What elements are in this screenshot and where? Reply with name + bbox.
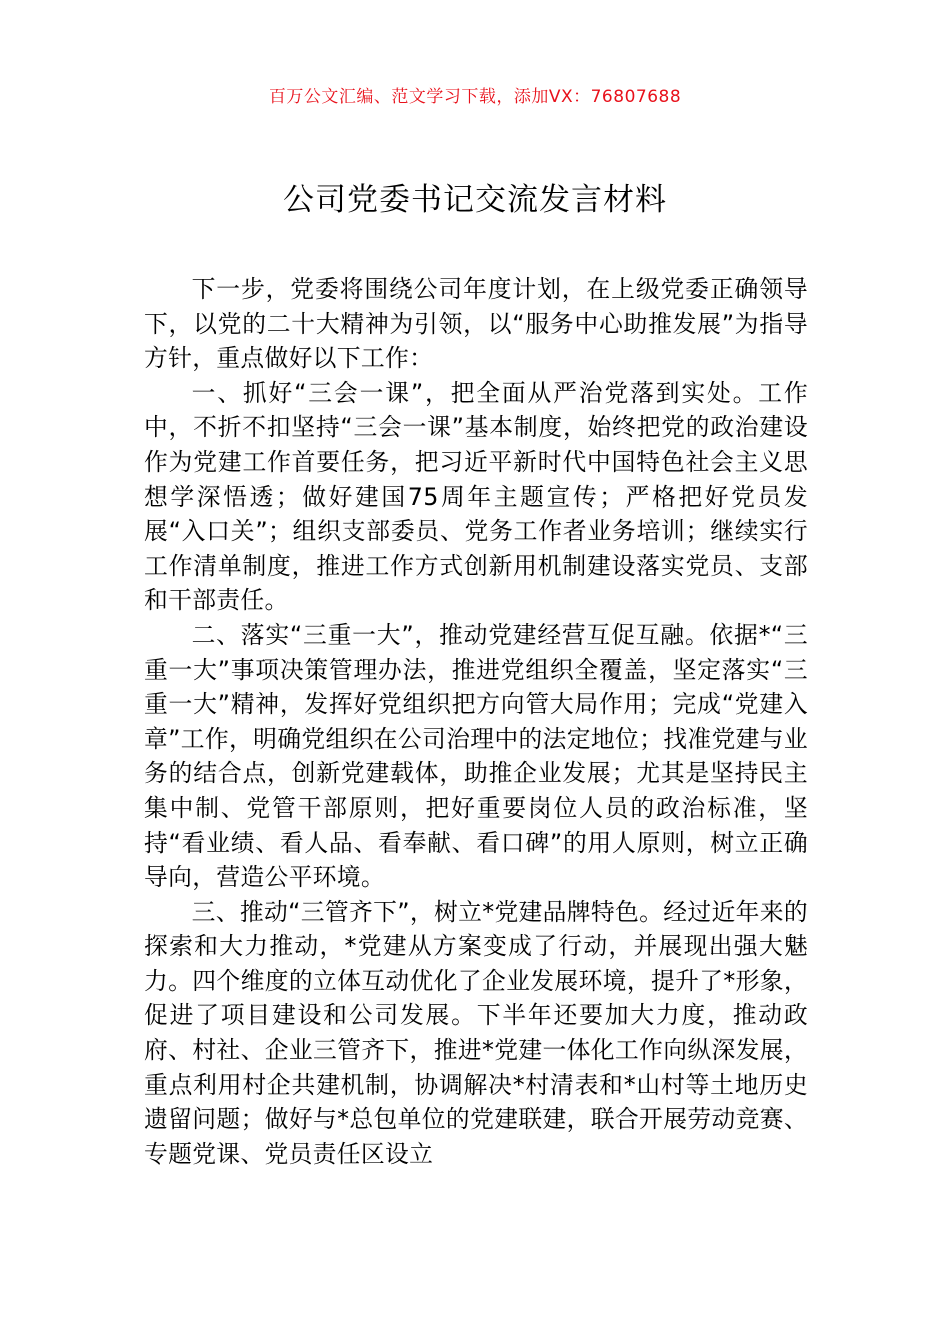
paragraph-section-3 [144,895,808,1172]
paragraph-text: 依据*“三重一大”事项决策管理办法，推进党组织全覆盖，坚定落实“三重一大”精神，发挥好党组织把方向管大局作用；完成“党建入章”工作，明确党组织在公司治理中的法定地位；找准党建与业务的结合点，创新党建载体，助推企业发展；尤其是坚持民主集中制、党管干部原则，把好重要岗位人员的政治标准，坚持“看业绩、看人品、看奉献、看口碑”的用人原则，树立正确导向，营造公平环境。 [144,620,808,892]
header-note: 百万公文汇编、范文学习下载，添加VX：76807688 [268,87,682,107]
page-title: 公司党委书记交流发言材料 [283,182,667,218]
section-heading: 二、落实“三重一大”，推动党建经营互促互融。 [191,620,710,649]
paragraph-intro [144,272,808,376]
section-heading: 一、抓好“三会一课”，把全面从严治党落到实处。 [191,378,759,407]
paragraph-section-2 [144,618,808,895]
paragraph-text: 经过近年来的探索和大力推动，*党建从方案变成了行动，并展现出强大魅力。四个维度的立体互动优化了企业发展环境，提升了*形象，促进了项目建设和公司发展。下半年还要加大力度，推动政府、村社、企业三管齐下，推进*党建一体化工作向纵深发展，重点利用村企共建机制，协调解决*村清表和*山村等土地历史遗留问题；做好与*总包单位的党建联建，联合开展劳动竞赛、专题党课、党员责任区设立 [144,897,808,1168]
paragraph-text: 下一步，党委将围绕公司年度计划，在上级党委正确领导下，以党的二十大精神为引领，以“服务中心助推发展”为指导方针，重点做好以下工作： [144,275,808,373]
section-heading: 三、推动“三管齐下”，树立*党建品牌特色。 [191,897,664,926]
document-body [144,272,808,1171]
paragraph-text: 工作中，不折不扣坚持“三会一课”基本制度，始终把党的政治建设作为党建工作首要任务，把习近平新时代中国特色社会主义思想学深悟透；做好建国75周年主题宣传；严格把好党员发展“入口关”；组织支部委员、党务工作者业务培训；继续实行工作清单制度，推进工作方式创新用机制建设落实党员、支部和干部责任。 [144,378,808,615]
paragraph-section-1 [144,376,808,618]
